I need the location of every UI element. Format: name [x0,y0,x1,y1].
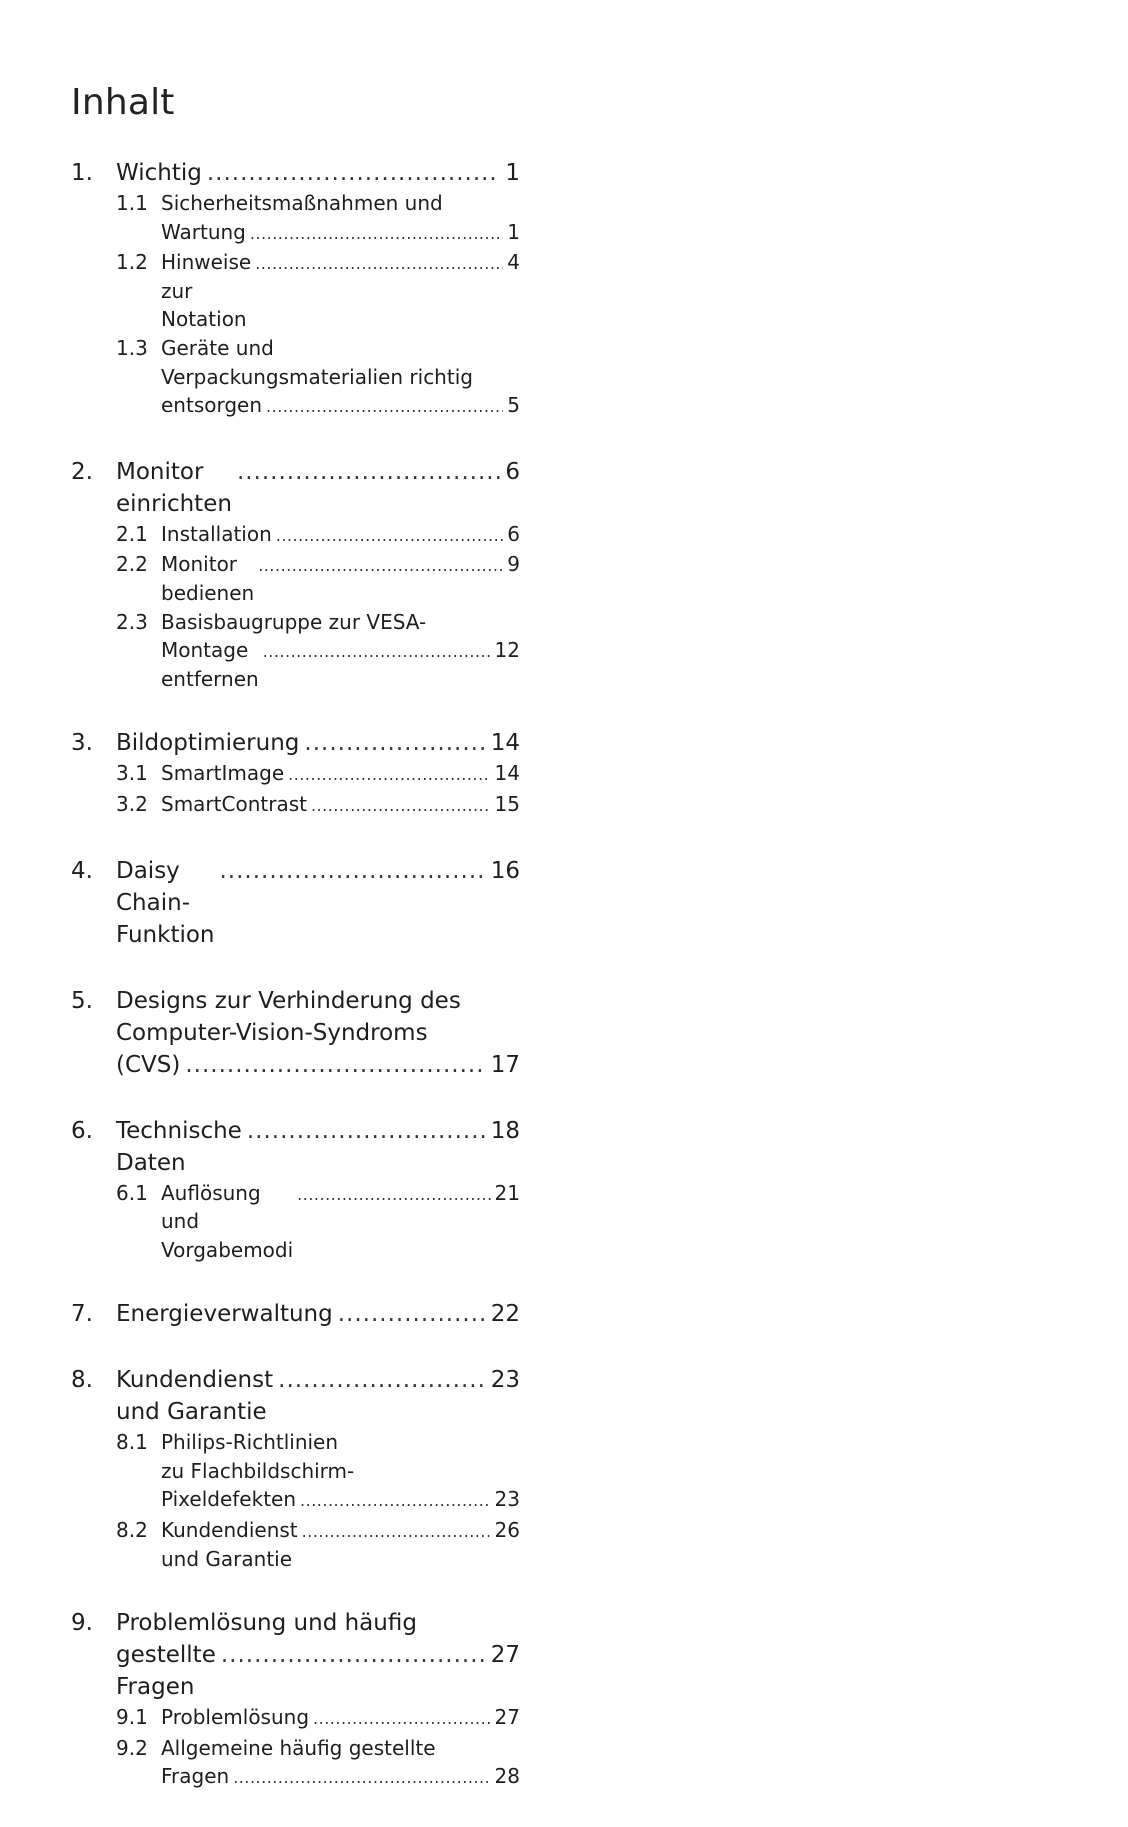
chapter-page-number: 23 [490,1367,520,1394]
subentry-title: Geräte und [161,335,274,360]
toc-subentry[interactable] [71,1457,520,1486]
dot-leader [313,1705,491,1734]
subentry-title: SmartContrast [161,791,307,816]
toc-chapter [71,1298,520,1330]
dot-leader [220,855,486,887]
chapter-number: 9. [71,1610,93,1637]
subentry-title: Hinweise zur Notation [161,250,252,332]
subentry-number: 1.3 [116,335,148,360]
subentry-number: 1.1 [116,191,148,215]
dot-leader [266,393,503,422]
chapter-page-number: 17 [490,1051,520,1078]
subentry-page-number: 27 [494,1705,520,1730]
chapter-title: Wichtig [116,160,202,186]
toc-subentry[interactable] [71,1762,520,1793]
subentry-title: zu Flachbildschirm- [161,1458,355,1483]
subentry-number [116,1762,161,1793]
subentry-title: Problemlösung [161,1705,310,1730]
subentry-number [116,636,161,693]
toc-chapter-heading[interactable] [71,727,520,759]
toc-subentry[interactable] [71,189,520,218]
toc-subentry[interactable] [71,636,520,693]
dot-leader [338,1298,486,1330]
dot-leader [255,250,503,279]
dot-leader [258,552,503,581]
chapter-number: 2. [71,458,93,485]
subentry-number [116,218,161,249]
toc-subentry[interactable] [71,248,520,334]
dot-leader [221,1639,486,1671]
toc-chapter-heading[interactable] [71,1017,520,1049]
chapter-title: Designs zur Verhinderung des [116,987,461,1014]
chapter-title: Energieverwaltung [116,1301,333,1328]
subentry-title: Sicherheitsmaßnahmen und [161,191,443,215]
toc-chapter-heading[interactable] [71,1298,520,1330]
subentry-title: Auflösung und Vorgabemodi [161,1180,294,1262]
subentry-title: Kundendienst und Garantie [161,1518,298,1571]
subentry-page-number: 1 [507,219,520,244]
toc-chapter-heading[interactable] [71,1607,520,1639]
subentry-title: Allgemeine häufig gestellte [161,1735,436,1760]
chapter-page-number: 14 [490,730,520,757]
toc-subentry[interactable] [71,790,520,821]
toc-chapter-heading[interactable] [71,855,520,951]
toc-chapter [71,1115,520,1265]
subentry-title: Fragen [161,1764,230,1789]
dot-leader [237,456,500,488]
toc-subentry[interactable] [71,1516,520,1573]
toc-subentry[interactable] [71,1485,520,1516]
dot-leader [278,1364,486,1396]
chapter-title: Daisy Chain-Funktion [116,857,215,948]
toc-chapter-heading[interactable] [71,157,520,189]
toc-chapter [71,157,520,422]
chapter-number [71,1639,116,1703]
chapter-page-number: 16 [490,857,520,884]
dot-leader [302,1518,491,1547]
chapter-title: Problemlösung und häufig [116,1610,417,1637]
chapter-title: Technische Daten [116,1117,242,1176]
toc-subentry[interactable] [71,1179,520,1265]
dot-leader [297,1181,490,1210]
dot-leader [276,522,503,551]
subentry-number: 6.1 [116,1180,148,1205]
subentry-title: Installation [161,521,272,546]
subentry-number: 8.1 [116,1430,148,1455]
subentry-page-number: 6 [507,521,520,546]
dot-leader [250,220,503,249]
chapter-number: 7. [71,1301,93,1328]
dot-leader [263,638,491,667]
subentry-page-number: 28 [494,1764,520,1789]
subentry-number: 1.2 [116,250,148,275]
subentry-number: 3.1 [116,761,148,786]
toc-chapter [71,855,520,951]
chapter-number [71,1017,116,1049]
toc-subentry[interactable] [71,520,520,551]
subentry-page-number: 4 [507,250,520,275]
subentry-number: 9.1 [116,1705,148,1730]
chapter-page-number: 27 [490,1642,520,1669]
subentry-number [116,391,161,422]
toc-chapter-heading[interactable] [71,456,520,520]
subentry-title: Pixeldefekten [161,1487,297,1512]
subentry-number: 9.2 [116,1735,148,1760]
toc-chapter [71,456,520,694]
chapter-page-number: 18 [490,1117,520,1144]
subentry-number [116,363,161,392]
toc-subentry[interactable] [71,1703,520,1734]
subentry-page-number: 26 [494,1518,520,1543]
chapter-title: Monitor einrichten [116,458,232,517]
table-of-contents [71,157,520,1827]
subentry-page-number: 12 [494,638,520,663]
subentry-title: Wartung [161,219,246,244]
toc-chapter-heading[interactable] [71,1049,520,1081]
subentry-page-number: 5 [507,393,520,418]
chapter-number: 8. [71,1367,93,1394]
chapter-page-number: 6 [505,458,520,485]
dot-leader [300,1487,491,1516]
subentry-page-number: 9 [507,552,520,577]
chapter-number [71,1049,116,1081]
chapter-title: Kundendienst und Garantie [116,1367,274,1426]
dot-leader [247,1115,486,1147]
toc-subentry[interactable] [71,1428,520,1457]
dot-leader [185,1049,485,1081]
chapter-page-number: 22 [490,1301,520,1328]
chapter-number: 5. [71,987,93,1014]
toc-subentry[interactable] [71,1734,520,1763]
toc-chapter-heading[interactable] [71,985,520,1017]
toc-chapter-heading[interactable] [71,1115,520,1179]
chapter-number: 1. [71,160,93,186]
toc-chapter [71,727,520,820]
toc-chapter [71,985,520,1081]
subentry-number [116,1457,161,1486]
dot-leader [233,1764,490,1793]
dot-leader [311,792,491,821]
chapter-title: gestellte Fragen [116,1642,216,1701]
toc-subentry[interactable] [71,391,520,422]
toc-subentry[interactable] [71,608,520,637]
subentry-title: Monitor bedienen [161,552,255,605]
dot-leader [288,761,490,790]
toc-chapter-heading[interactable] [71,1364,520,1428]
subentry-number: 3.2 [116,791,148,816]
toc-subentry[interactable] [71,363,520,392]
dot-leader [304,727,485,759]
subentry-page-number: 21 [494,1180,520,1205]
subentry-number: 2.3 [116,609,148,634]
subentry-page-number: 15 [494,791,520,816]
chapter-page-number: 1 [505,160,520,186]
toc-subentry[interactable] [71,759,520,790]
toc-subentry[interactable] [71,334,520,363]
subentry-title: SmartImage [161,761,285,786]
chapter-number: 6. [71,1117,93,1144]
subentry-title: Philips-Richtlinien [161,1430,339,1455]
subentry-page-number: 23 [494,1487,520,1512]
subentry-number [116,1485,161,1516]
dot-leader [207,157,501,189]
chapter-number: 4. [71,857,93,884]
subentry-title: Montage entfernen [161,638,259,691]
subentry-title: Verpackungsmaterialien richtig [161,364,473,389]
chapter-title: (CVS) [116,1051,181,1078]
subentry-page-number: 14 [494,761,520,786]
toc-chapter-heading[interactable] [71,1639,520,1703]
toc-chapter [71,1607,520,1793]
subentry-number: 2.2 [116,552,148,577]
toc-subentry[interactable] [71,218,520,249]
toc-subentry[interactable] [71,550,520,607]
subentry-number: 8.2 [116,1518,148,1543]
subentry-number: 2.1 [116,521,148,546]
chapter-title: Computer-Vision-Syndroms [116,1019,428,1046]
toc-chapter [71,1364,520,1573]
chapter-title: Bildoptimierung [116,730,300,757]
subentry-title: entsorgen [161,393,263,418]
subentry-title: Basisbaugruppe zur VESA- [161,609,427,634]
page-title: Inhalt [71,82,175,123]
chapter-number: 3. [71,730,93,757]
